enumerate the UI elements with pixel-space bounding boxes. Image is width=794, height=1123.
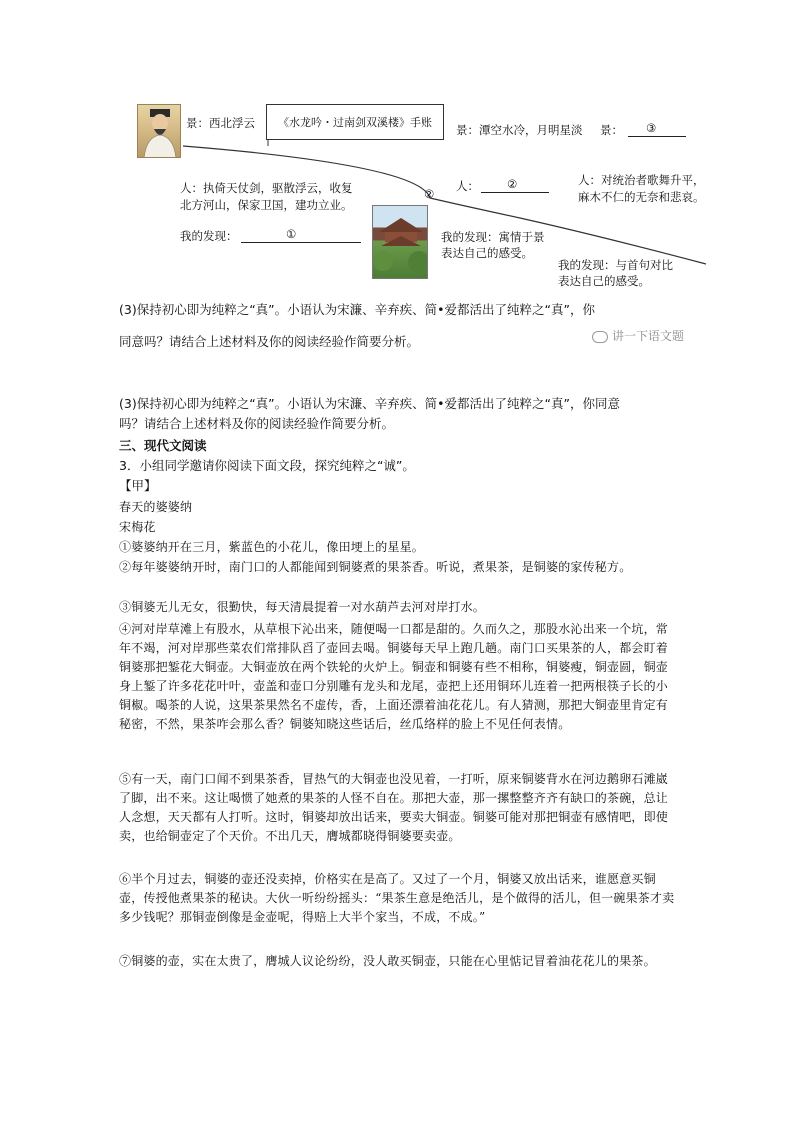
watermark-text: 讲一下语文题 <box>612 329 685 343</box>
person-mid: 人： <box>456 179 479 193</box>
paragraph-2: ②每年婆婆纳开时，南门口的人都能闻到铜婆煮的果茶香。听说，煮果茶，是铜婆的家传秘方。 <box>119 560 632 574</box>
paragraph-1: ①婆婆纳开在三月，紫蓝色的小花儿，像田埂上的星星。 <box>119 540 425 554</box>
person-left-line2: 北方河山，保家卫国，建功立业。 <box>180 198 353 212</box>
paragraph-5: ⑤有一天，南门口闻不到果茶香，冒热气的大铜壶也没见着，一打听，原来铜婆背水在河边鹅卵石滩崴了脚，出不来。这让喝惯了她煮的果茶的人怪不自在。那把大壶，那一摞整整齐齐有缺口的茶碗，总让人念想，天天都有人打听。这时，铜婆却放出话来，要卖大铜壶。铜婆可能对那把铜壶有感情吧，即使卖，也给铜壶定了个天价。不出几天，膺城都晓得铜婆要卖壶。 <box>119 772 669 843</box>
watermark <box>592 327 684 344</box>
paragraph-7: ⑦铜婆的壶，实在太贵了，膺城人议论纷纷，没人敢买铜壶，只能在心里惦记冒着油花花儿的果茶。 <box>119 954 656 968</box>
discovery-mid-line2: 表达自己的感受。 <box>441 246 533 260</box>
blank-num-1: ① <box>286 227 297 241</box>
discovery-left: 我的发现： <box>180 229 238 243</box>
scene-right: 景： <box>600 123 623 137</box>
discovery-right-line2: 表达自己的感受。 <box>558 274 650 288</box>
jia-label: 【甲】 <box>119 478 157 493</box>
scene-left: 景：西北浮云 <box>186 116 255 130</box>
question-line2: 吗？请结合上述材料及你的阅读经验作简要分析。 <box>119 416 395 431</box>
image-question-line2: 同意吗？请结合上述材料及你的阅读经验作简要分析。 <box>119 334 420 349</box>
paragraph-3: ③铜婆无儿无女，很勤快，每天清晨提着一对水葫芦去河对岸打水。 <box>119 600 486 614</box>
blank-num-3: ③ <box>646 121 657 135</box>
person-left-line1: 人：执倚天仗剑，驱散浮云，收复 <box>180 181 353 195</box>
discovery-mid-line1: 我的发现：寓情于景 <box>441 230 545 244</box>
article-author: 宋梅花 <box>119 520 156 534</box>
section-heading: 三、现代文阅读 <box>119 438 207 453</box>
blank-line-1 <box>241 242 361 243</box>
pavilion-photo <box>372 205 428 279</box>
discovery-right-line1: 我的发现：与首句对比 <box>558 258 673 272</box>
question-3: 3．小组同学邀请你阅读下面文段，探究纯粹之“诚”。 <box>119 458 415 473</box>
question-line1: (3)保持初心即为纯粹之“真”。小语认为宋濂、辛弃疾、简•爱都活出了纯粹之“真”，你同意 <box>119 396 620 411</box>
blank-num-2: ② <box>507 177 518 191</box>
handbook-title-box: 《水龙吟・过南剑双溪楼》手账 <box>266 104 444 140</box>
image-question-line1: (3)保持初心即为纯粹之“真”。小语认为宋濂、辛弃疾、简•爱都活出了纯粹之“真”，你 <box>119 302 595 317</box>
wechat-bubble-icon <box>592 331 608 343</box>
person-right-line2: 麻木不仁的无奈和悲哀。 <box>578 190 705 204</box>
paragraph-4: ④河对岸草滩上有股水，从草根下沁出来，随便喝一口都是甜的。久而久之，那股水沁出来一个坑，常年不竭，河对岸那些菜农们常排队舀了壶回去喝。铜婆每天早上跑几趟。南门口买果茶的人，都会盯着铜婆那把錾花大铜壶。大铜壶放在两个铁轮的火炉上。铜壶和铜婆有些不相称，铜婆瘦，铜壶圆，铜壶身上錾了许多花花叶叶，壶盖和壶口分别雕有龙头和龙尾，壶把上还用铜环儿连着一把两根筷子长的小铜椒。喝茶的人说，这果茶果然名不虚传，香，上面还漂着油花花儿。有人猜测，那把大铜壶里肯定有秘密，不然，果茶咋会那么香？铜婆知晓这些话后，丝瓜络样的脸上不见任何表情。 <box>119 622 669 731</box>
article-title: 春天的婆婆纳 <box>119 500 193 514</box>
person-right-line1: 人：对统治者歌舞升平， <box>578 173 705 187</box>
scene-mid: 景：潭空水冷，月明星淡 <box>456 123 583 137</box>
circle-two-marker: ② <box>424 187 435 201</box>
paragraph-6: ⑥半个月过去，铜婆的壶还没卖掉，价格实在是高了。又过了一个月，铜婆又放出话来，谁愿意买铜壶，传授他煮果茶的秘诀。大伙一听纷纷摇头：“果茶生意是绝活儿，是个做得的活儿，但一碗果茶才卖多少钱呢？那铜壶倒像是金壶呢，得赔上大半个家当，不成，不成。” <box>119 872 675 924</box>
